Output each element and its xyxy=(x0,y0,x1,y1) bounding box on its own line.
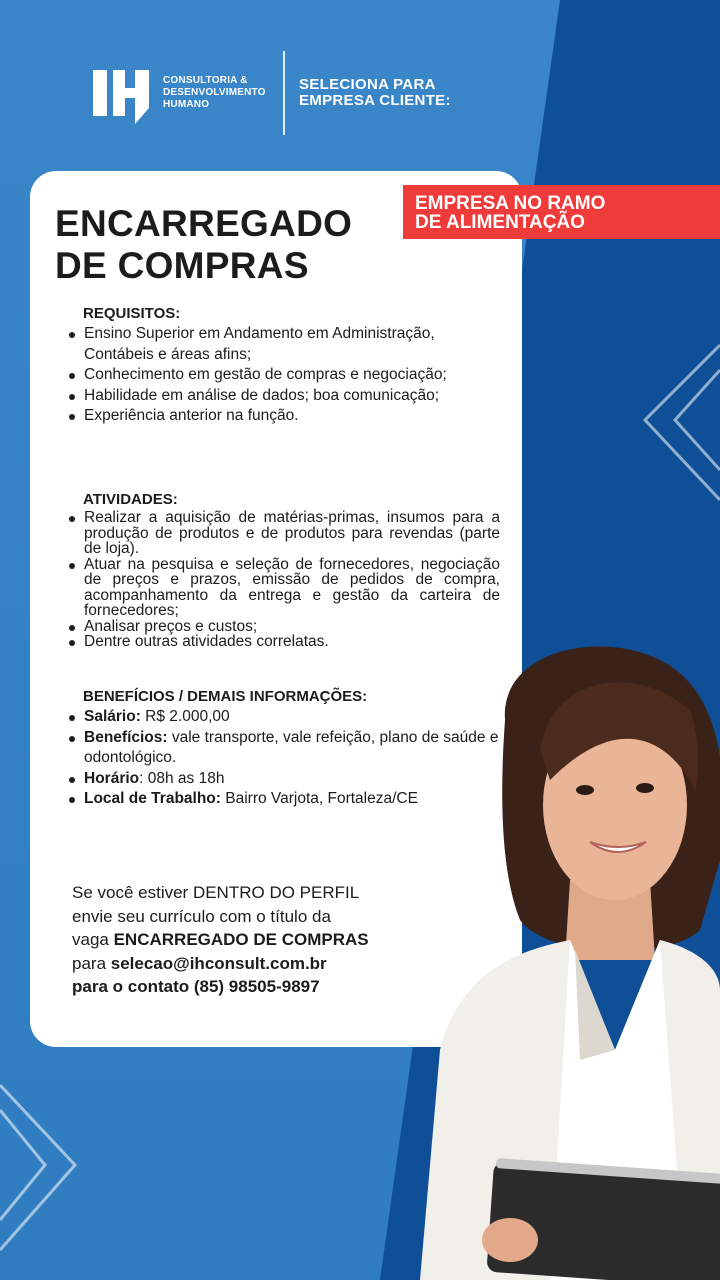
asterisk-decoration-left-icon xyxy=(0,1080,80,1260)
activities-list xyxy=(65,510,500,650)
header xyxy=(93,50,653,135)
list-item: Experiência anterior na função. xyxy=(65,406,500,427)
contact-line: Se você estiver DENTRO DO PERFIL xyxy=(72,883,360,902)
benefits-title: BENEFÍCIOS / DEMAIS INFORMAÇÕES: xyxy=(83,688,368,705)
contact-line xyxy=(72,975,432,999)
requirements-title: REQUISITOS: xyxy=(83,305,181,322)
header-divider xyxy=(283,51,285,135)
list-item: Atuar na pesquisa e seleção de fornecedores, negociação de preços e prazos, emissão de pedidos de compra, acompanhamento da entrega e gestão da carteira de fornecedores; xyxy=(65,557,500,619)
logo-line: HUMANO xyxy=(163,98,210,110)
company-sector-tag xyxy=(403,185,720,239)
benefit-value: Bairro Varjota, Fortaleza/CE xyxy=(220,790,418,807)
tag-line: DE ALIMENTAÇÃO xyxy=(415,212,585,233)
benefit-label: Salário: xyxy=(84,708,141,725)
benefit-label: Local de Trabalho: xyxy=(84,790,221,807)
benefit-value: R$ 2.000,00 xyxy=(140,708,230,725)
contact-line xyxy=(72,952,432,976)
phone-contact[interactable]: para o contato (85) 98505-9897 xyxy=(72,977,320,996)
job-title-line: DE COMPRAS xyxy=(55,245,309,286)
email-link[interactable]: selecao@ihconsult.com.br xyxy=(110,953,327,973)
logo-text xyxy=(163,74,266,111)
contact-line: envie seu currículo com o título da xyxy=(72,906,331,926)
activities-section xyxy=(65,491,500,650)
ih-logo-icon xyxy=(93,58,151,128)
contact-line xyxy=(72,928,432,952)
requirements-section xyxy=(65,305,500,427)
list-item: Dentre outras atividades correlatas. xyxy=(65,634,500,650)
list-item: Habilidade em análise de dados; boa comunicação; xyxy=(65,386,500,407)
benefit-value: : 08h as 18h xyxy=(139,769,225,787)
job-name-highlight: ENCARREGADO DE COMPRAS xyxy=(113,930,369,949)
list-item: Analisar preços e custos; xyxy=(65,619,500,635)
contact-info xyxy=(72,881,432,999)
woman-with-tablet-photo xyxy=(400,630,720,1280)
requirements-list xyxy=(65,324,500,427)
activities-title: ATIVIDADES: xyxy=(83,491,178,508)
logo-line: DESENVOLVIMENTO xyxy=(163,86,266,98)
contact-text: para xyxy=(72,953,111,973)
benefit-value: vale transporte, vale refeição, plano de saúde e odontológico. xyxy=(84,728,499,766)
tag-line: EMPRESA NO RAMO xyxy=(415,193,606,214)
benefit-label: Horário xyxy=(84,769,140,787)
logo-line: CONSULTORIA & xyxy=(163,74,248,86)
tagline-line: SELECIONA PARA xyxy=(299,75,436,93)
header-tagline xyxy=(299,77,451,109)
asterisk-decoration-right-icon xyxy=(640,340,720,510)
list-item: Realizar a aquisição de matérias-primas, insumos para a produção de produtos e de produtos para revendas (parte de loja). xyxy=(65,510,500,557)
job-title-line: ENCARREGADO xyxy=(55,203,353,244)
tagline-line: EMPRESA CLIENTE: xyxy=(299,91,451,109)
job-title xyxy=(55,203,405,287)
benefit-label: Benefícios: xyxy=(84,728,168,746)
list-item: Conhecimento em gestão de compras e negociação; xyxy=(65,365,500,386)
list-item: Ensino Superior em Andamento em Administração, Contábeis e áreas afins; xyxy=(65,324,500,365)
contact-text: vaga xyxy=(72,930,114,949)
